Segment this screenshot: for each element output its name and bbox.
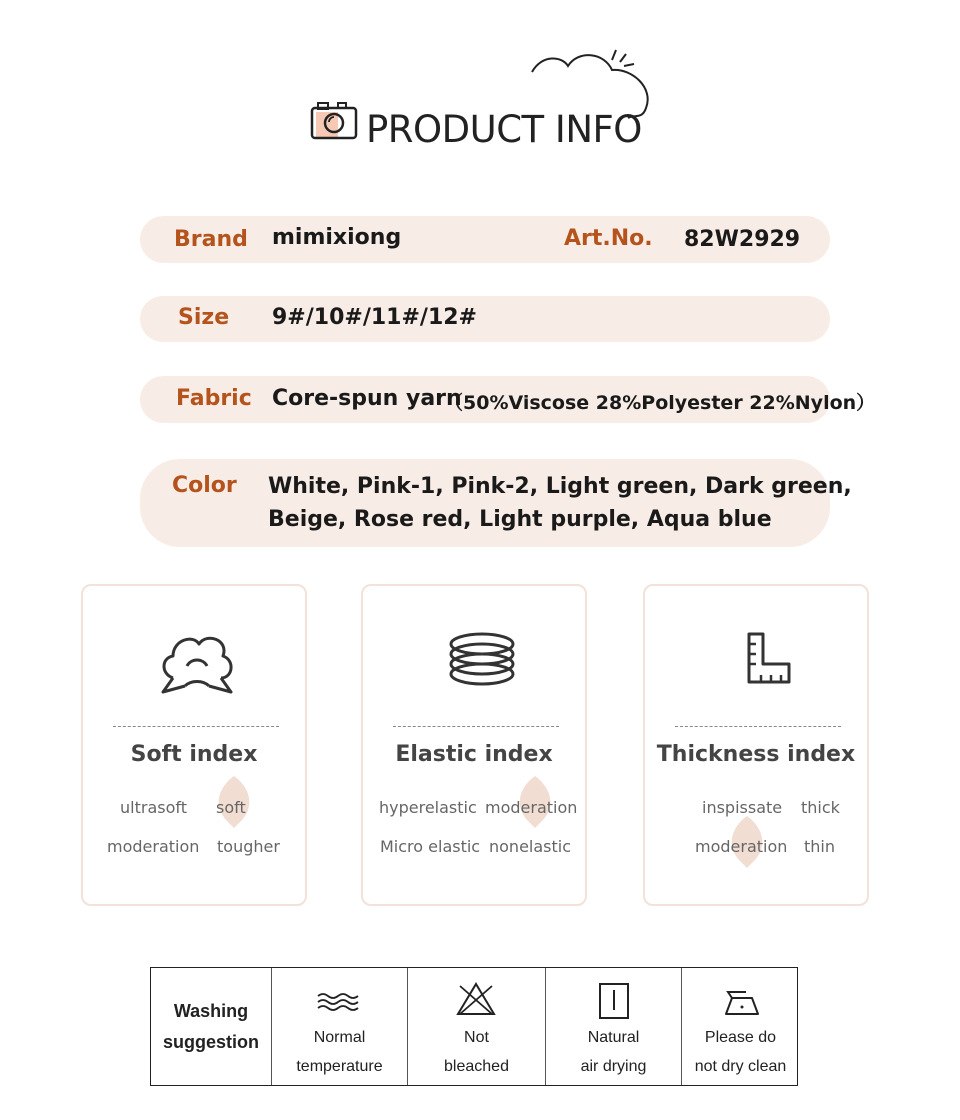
wash-natural-air-drying	[545, 968, 681, 1085]
option-soft: soft	[216, 798, 246, 817]
washing-table	[150, 967, 798, 1086]
wash-normal-temperature	[271, 968, 407, 1085]
water-wave-icon	[316, 992, 364, 1012]
wash-line2: not dry clean	[694, 1058, 787, 1075]
iron-icon	[722, 990, 762, 1016]
fabric-label: Fabric	[176, 386, 252, 411]
card-divider	[113, 726, 279, 727]
spring-icon	[447, 630, 517, 692]
drip-dry-icon	[598, 982, 630, 1020]
elastic-index-card	[361, 584, 587, 906]
option-hyperelastic: hyperelastic	[379, 798, 477, 817]
option-ultrasoft: ultrasoft	[120, 798, 187, 817]
option-moderation: moderation	[107, 837, 200, 856]
thickness-index-title: Thickness index	[656, 742, 856, 767]
page-title: PRODUCT INFO	[366, 108, 642, 151]
wash-line1: Normal	[313, 1029, 366, 1046]
size-label: Size	[178, 305, 230, 330]
color-label: Color	[172, 473, 237, 498]
option-tougher: tougher	[217, 837, 280, 856]
wash-not-bleached	[407, 968, 545, 1085]
option-micro-elastic: Micro elastic	[380, 837, 481, 856]
color-value-line1: White, Pink-1, Pink-2, Light green, Dark green,	[268, 474, 852, 499]
size-row	[140, 296, 830, 342]
fabric-value: Core-spun yarn	[272, 386, 462, 411]
thickness-index-card	[643, 584, 869, 906]
washing-label-line2: suggestion	[162, 1032, 259, 1052]
washing-suggestion-label	[151, 996, 271, 1058]
color-row	[140, 459, 852, 547]
wash-line2: temperature	[296, 1058, 383, 1075]
option-nonelastic: nonelastic	[489, 837, 572, 856]
option-moderation: moderation	[485, 798, 578, 817]
option-thin: thin	[804, 837, 835, 856]
washing-label-line1: Washing	[173, 1001, 249, 1021]
size-value: 9#/10#/11#/12#	[272, 305, 477, 330]
wash-line2: air drying	[580, 1058, 647, 1075]
fabric-detail: （50%Viscose 28%Polyester 22%Nylon）	[444, 392, 876, 414]
brand-row	[140, 216, 830, 263]
wash-line1: Natural	[587, 1029, 640, 1046]
no-bleach-icon	[454, 980, 498, 1018]
wash-line1: Please do	[704, 1029, 777, 1046]
artno-label: Art.No.	[564, 226, 653, 251]
ruler-icon	[737, 630, 793, 686]
wash-no-dry-clean	[681, 968, 799, 1085]
elastic-index-title: Elastic index	[395, 742, 553, 767]
wash-line1: Not	[464, 1029, 489, 1046]
option-thick: thick	[801, 798, 840, 817]
soft-index-title: Soft index	[130, 742, 258, 767]
option-moderation: moderation	[695, 837, 788, 856]
card-divider	[393, 726, 559, 727]
option-inspissate: inspissate	[702, 798, 783, 817]
cotton-icon	[159, 630, 235, 696]
artno-value: 82W2929	[684, 227, 801, 252]
wash-line2: bleached	[444, 1058, 509, 1075]
camera-icon	[310, 98, 358, 142]
brand-value: mimixiong	[272, 225, 402, 250]
soft-index-card	[81, 584, 307, 906]
brand-label: Brand	[174, 227, 248, 252]
color-value-line2: Beige, Rose red, Light purple, Aqua blue	[268, 507, 772, 532]
card-divider	[675, 726, 841, 727]
fabric-row	[140, 376, 876, 423]
